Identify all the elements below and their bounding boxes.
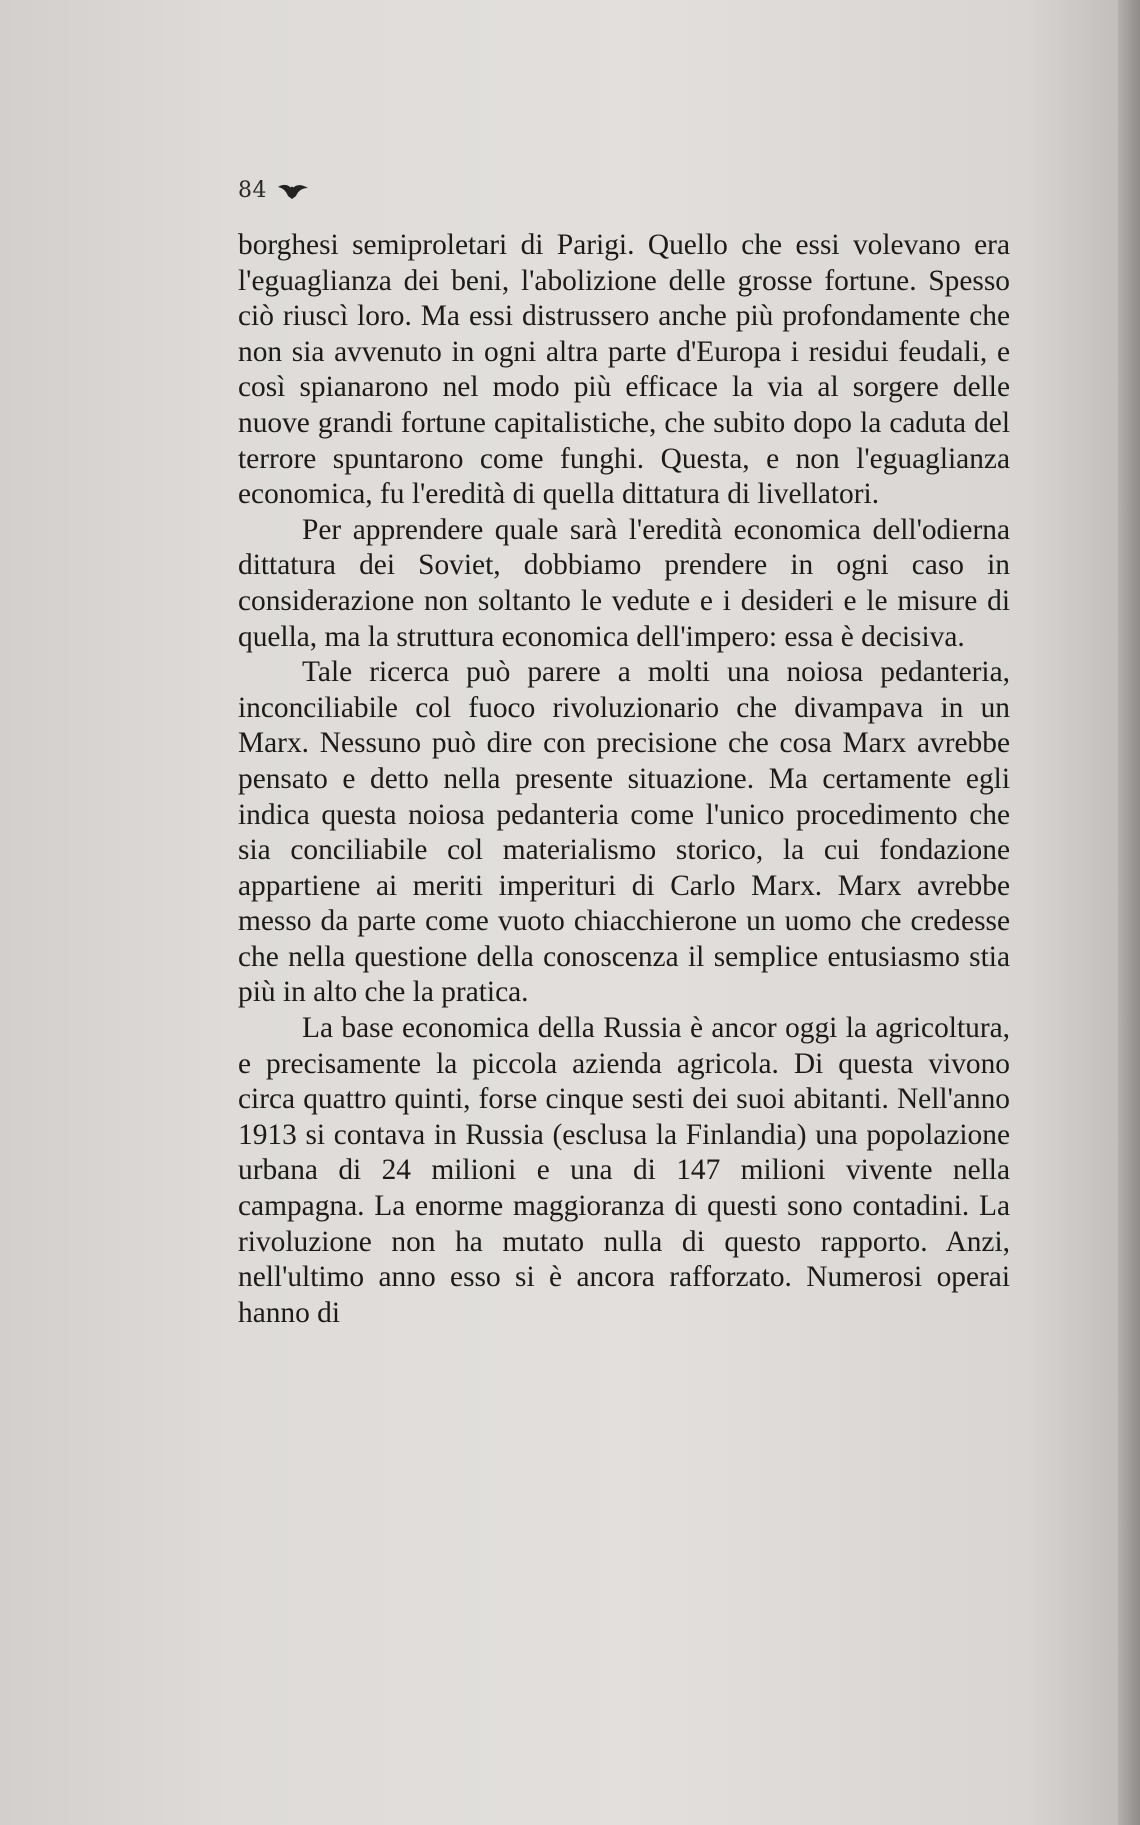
page-edge-shadow [1118, 0, 1140, 1825]
page-number: 84 [238, 178, 267, 203]
paragraph: Tale ricerca può parere a molti una noiosa pedanteria, inconciliabile col fuoco rivoluzionario che divampava in un Marx. Nessuno può dire con precisione che cosa Marx avrebbe pensato e detto nella presente situazione. Ma certamente egli indica questa noiosa pedanteria come l'unico procedimento che sia conciliabile col materialismo storico, la cui fondazione appartiene ai meriti imperituri di Carlo Marx. Marx avrebbe messo da parte come vuoto chiacchierone un uomo che credesse che nella questione della conoscenza il semplice entusiasmo stia più in alto che la pratica. [238, 656, 1010, 1009]
fleuron-icon [276, 181, 310, 206]
body-text [238, 228, 1010, 1331]
paragraph: La base economica della Russia è ancor oggi la agricoltura, e precisamente la piccola azienda agricola. Di questa vivono circa quattro quinti, forse cinque sesti dei suoi abitanti. Nell'anno 1913 si contava in Russia (esclusa la Finlandia) una popolazione urbana di 24 milioni e una di 147 milioni vivente nella campagna. La enorme maggioranza di questi sono contadini. La rivoluzione non ha mutato nulla di questo rapporto. Anzi, nell'ultimo anno esso si è ancora rafforzato. Numerosi operai hanno di [238, 1012, 1010, 1329]
paragraph: borghesi semiproletari di Parigi. Quello che essi volevano era l'eguaglianza dei beni, l'abolizione delle grosse fortune. Spesso ciò riuscì loro. Ma essi distrussero anche più profondamente che non sia avvenuto in ogni altra parte d'Europa i residui feudali, e così spianarono nel modo più efficace la via al sorgere delle nuove grandi fortune capitalistiche, che subito dopo la caduta del terrore spuntarono come funghi. Questa, e non l'eguaglianza economica, fu l'eredità di quella dittatura di livellatori. [238, 229, 1010, 511]
paragraph: Per apprendere quale sarà l'eredità economica dell'odierna dittatura dei Soviet, dobbiamo prendere in ogni caso in considerazione non soltanto le vedute e i desideri e le misure di quella, ma la struttura economica dell'impero: essa è decisiva. [238, 513, 1010, 653]
